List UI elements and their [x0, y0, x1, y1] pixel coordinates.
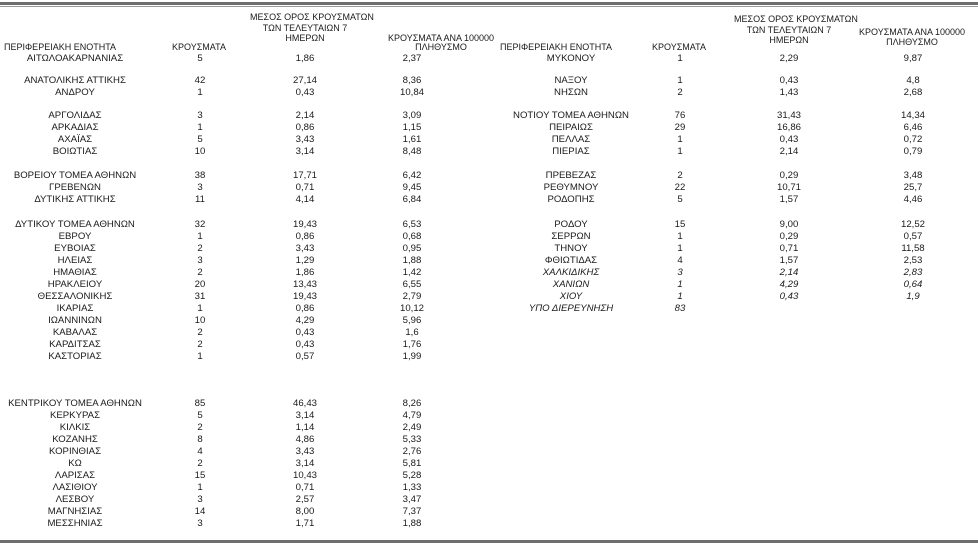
cases-value: 29 — [674, 122, 686, 133]
cases-value: 1 — [677, 75, 683, 86]
per100k-value: 14,34 — [900, 110, 925, 121]
avg7-value: 4,29 — [779, 279, 799, 290]
per100k-value: 6,84 — [402, 194, 422, 205]
per100k-value: 0,64 — [903, 279, 923, 290]
per100k-value: 10,12 — [399, 303, 424, 314]
cases-value: 2 — [197, 327, 203, 338]
per100k-value: 0,57 — [903, 231, 923, 242]
cases-value: 2 — [197, 243, 203, 254]
region-name: ΔΥΤΙΚΟΥ ΤΟΜΕΑ ΑΘΗΝΩΝ — [15, 219, 135, 230]
region-name: ΠΙΕΡΙΑΣ — [552, 146, 590, 157]
avg7-value: 0,71 — [779, 243, 799, 254]
cases-value: 2 — [197, 422, 203, 433]
avg7-value: 4,29 — [295, 315, 315, 326]
avg7-value: 13,43 — [292, 279, 317, 290]
cases-value: 32 — [194, 219, 206, 230]
per100k-value: 9,45 — [402, 182, 422, 193]
left-header-cases: ΚΡΟΥΣΜΑΤΑ — [172, 42, 226, 52]
per100k-value: 2,49 — [402, 422, 422, 433]
cases-value: 8 — [197, 434, 203, 445]
left-header-per100k-line1: ΚΡΟΥΣΜΑΤΑ ΑΝΑ 100000 — [388, 33, 494, 43]
per100k-value: 5,81 — [402, 458, 422, 469]
avg7-value: 1,57 — [779, 255, 799, 266]
cases-value: 31 — [194, 291, 206, 302]
per100k-value: 1,76 — [402, 339, 422, 350]
per100k-value: 2,83 — [903, 267, 923, 278]
region-name: ΑΧΑΪΑΣ — [57, 134, 93, 145]
avg7-value: 1,86 — [295, 267, 315, 278]
region-name: ΒΟΡΕΙΟΥ ΤΟΜΕΑ ΑΘΗΝΩΝ — [13, 170, 137, 181]
region-name: ΚΑΡΔΙΤΣΑΣ — [49, 339, 101, 350]
cases-value: 42 — [194, 75, 206, 86]
cases-value: 5 — [677, 194, 683, 205]
cases-value: 2 — [197, 339, 203, 350]
per100k-value: 12,52 — [900, 219, 925, 230]
avg7-value: 3,43 — [295, 134, 315, 145]
region-name: ΜΑΓΝΗΣΙΑΣ — [47, 506, 103, 517]
cases-value: 1 — [197, 482, 203, 493]
cases-value: 1 — [677, 291, 683, 302]
avg7-value: 2,29 — [779, 53, 799, 64]
per100k-value: 3,47 — [402, 494, 422, 505]
region-name: ΓΡΕΒΕΝΩΝ — [49, 182, 101, 193]
cases-value: 85 — [194, 398, 206, 409]
per100k-value: 0,72 — [903, 134, 923, 145]
cases-value: 10 — [194, 146, 206, 157]
cases-value: 3 — [197, 255, 203, 266]
per100k-value: 5,28 — [402, 470, 422, 481]
per100k-value: 0,79 — [903, 146, 923, 157]
region-name: ΡΟΔΟΠΗΣ — [547, 194, 595, 205]
avg7-value: 0,29 — [779, 170, 799, 181]
per100k-value: 5,33 — [402, 434, 422, 445]
per100k-value: 6,46 — [903, 122, 923, 133]
per100k-value: 2,68 — [903, 87, 923, 98]
left-header-avg7-line3: ΗΜΕΡΩΝ — [285, 33, 325, 43]
cases-value: 1 — [677, 146, 683, 157]
region-name: ΗΜΑΘΙΑΣ — [53, 267, 97, 278]
avg7-value: 19,43 — [292, 291, 317, 302]
region-name: ΘΕΣΣΑΛΟΝΙΚΗΣ — [37, 291, 113, 302]
per100k-value: 4,46 — [903, 194, 923, 205]
region-name: ΚΟΖΑΝΗΣ — [52, 434, 98, 445]
per100k-value: 2,79 — [402, 291, 422, 302]
avg7-value: 10,43 — [292, 470, 317, 481]
region-name: ΣΕΡΡΩΝ — [551, 231, 591, 242]
top-border — [0, 2, 978, 5]
region-name: ΚΑΣΤΟΡΙΑΣ — [48, 351, 102, 362]
avg7-value: 9,00 — [779, 219, 799, 230]
region-name: ΚΑΒΑΛΑΣ — [52, 327, 98, 338]
region-name: ΑΙΤΩΛΟΑΚΑΡΝΑΝΙΑΣ — [26, 53, 124, 64]
cases-value: 3 — [677, 267, 683, 278]
avg7-value: 2,57 — [295, 494, 315, 505]
avg7-value: 46,43 — [292, 398, 317, 409]
avg7-value: 1,57 — [779, 194, 799, 205]
per100k-value: 1,9 — [906, 291, 920, 302]
avg7-value: 3,14 — [295, 146, 315, 157]
avg7-value: 1,71 — [295, 518, 315, 529]
avg7-value: 3,43 — [295, 243, 315, 254]
cases-value: 1 — [197, 303, 203, 314]
avg7-value: 3,43 — [295, 446, 315, 457]
region-name: ΑΡΚΑΔΙΑΣ — [51, 122, 99, 133]
region-name: ΝΟΤΙΟΥ ΤΟΜΕΑ ΑΘΗΝΩΝ — [513, 110, 629, 121]
region-name: ΠΕΙΡΑΙΩΣ — [549, 122, 593, 133]
avg7-value: 0,71 — [295, 182, 315, 193]
avg7-value: 3,14 — [295, 410, 315, 421]
region-name: ΚΩ — [68, 458, 82, 469]
cases-value: 2 — [197, 458, 203, 469]
region-name: ΧΙΟΥ — [559, 291, 583, 302]
region-name: ΗΡΑΚΛΕΙΟΥ — [47, 279, 103, 290]
region-name: ΛΑΡΙΣΑΣ — [54, 470, 96, 481]
avg7-value: 0,43 — [779, 291, 799, 302]
per100k-value: 0,95 — [402, 243, 422, 254]
left-header-per100k-line2: ΠΛΗΘΥΣΜΟ — [415, 42, 467, 52]
avg7-value: 0,43 — [295, 327, 315, 338]
region-name: ΑΡΓΟΛΙΔΑΣ — [48, 110, 102, 121]
cases-value: 1 — [197, 87, 203, 98]
region-name: ΙΩΑΝΝΙΝΩΝ — [48, 315, 102, 326]
cases-value: 1 — [677, 279, 683, 290]
avg7-value: 0,86 — [295, 231, 315, 242]
per100k-value: 3,48 — [903, 170, 923, 181]
region-name: ΧΑΛΚΙΔΙΚΗΣ — [542, 267, 600, 278]
cases-value: 2 — [677, 87, 683, 98]
right-header-avg7-line1: ΜΕΣΟΣ ΟΡΟΣ ΚΡΟΥΣΜΑΤΩΝ — [734, 14, 858, 24]
cases-value: 2 — [197, 267, 203, 278]
cases-value: 1 — [197, 122, 203, 133]
cases-value: 2 — [677, 170, 683, 181]
region-name: ΚΙΛΚΙΣ — [59, 422, 91, 433]
avg7-value: 1,43 — [779, 87, 799, 98]
region-name: ΔΥΤΙΚΗΣ ΑΤΤΙΚΗΣ — [34, 194, 116, 205]
cases-value: 11 — [195, 194, 205, 205]
per100k-value: 9,87 — [903, 53, 923, 64]
region-name: ΤΗΝΟΥ — [554, 243, 588, 254]
per100k-value: 2,53 — [903, 255, 923, 266]
per100k-value: 8,26 — [402, 398, 422, 409]
per100k-value: 1,61 — [402, 134, 422, 145]
region-name: ΡΕΘΥΜΝΟΥ — [543, 182, 599, 193]
avg7-value: 0,43 — [779, 75, 799, 86]
top-border-thin — [0, 6, 978, 7]
per100k-value: 4,79 — [402, 410, 422, 421]
avg7-value: 31,43 — [776, 110, 801, 121]
cases-value: 20 — [194, 279, 206, 290]
cases-value: 5 — [197, 134, 203, 145]
right-header-avg7-line2: ΤΩΝ ΤΕΛΕΥΤΑΙΩΝ 7 — [746, 25, 832, 35]
avg7-value: 27,14 — [292, 75, 317, 86]
region-name: ΛΑΣΙΘΙΟΥ — [52, 482, 98, 493]
per100k-value: 5,96 — [402, 315, 422, 326]
avg7-value: 0,43 — [295, 87, 315, 98]
cases-value: 1 — [197, 351, 203, 362]
per100k-value: 8,48 — [402, 146, 422, 157]
avg7-value: 17,71 — [292, 170, 317, 181]
cases-value: 1 — [197, 231, 203, 242]
per100k-value: 1,42 — [402, 267, 422, 278]
cases-value: 14 — [194, 506, 206, 517]
region-name: ΗΛΕΙΑΣ — [57, 255, 93, 266]
avg7-value: 2,14 — [779, 267, 799, 278]
avg7-value: 1,14 — [295, 422, 315, 433]
cases-value: 1 — [677, 53, 683, 64]
cases-value: 5 — [197, 53, 203, 64]
per100k-value: 11,58 — [901, 243, 925, 254]
avg7-value: 0,86 — [295, 122, 315, 133]
cases-value: 15 — [194, 470, 206, 481]
avg7-value: 4,14 — [295, 194, 315, 205]
cases-value: 76 — [674, 110, 686, 121]
cases-value: 4 — [197, 446, 203, 457]
region-name: ΚΟΡΙΝΘΙΑΣ — [48, 446, 102, 457]
per100k-value: 6,55 — [402, 279, 422, 290]
region-name: ΝΗΣΩΝ — [554, 87, 588, 98]
region-name: ΜΥΚΟΝΟΥ — [546, 53, 596, 64]
cases-value: 1 — [677, 243, 683, 254]
region-name: ΙΚΑΡΙΑΣ — [56, 303, 94, 314]
cases-value: 1 — [677, 134, 683, 145]
avg7-value: 19,43 — [292, 219, 317, 230]
avg7-value: 10,71 — [776, 182, 801, 193]
avg7-value: 0,57 — [295, 351, 315, 362]
per100k-value: 1,33 — [402, 482, 422, 493]
per100k-value: 10,84 — [399, 87, 424, 98]
per100k-value: 8,36 — [402, 75, 422, 86]
region-name: ΧΑΝΙΩΝ — [552, 279, 590, 290]
avg7-value: 2,14 — [295, 110, 315, 121]
per100k-value: 7,37 — [402, 506, 422, 517]
per100k-value: 1,88 — [402, 518, 422, 529]
avg7-value: 0,43 — [779, 134, 799, 145]
left-header-avg7-line1: ΜΕΣΟΣ ΟΡΟΣ ΚΡΟΥΣΜΑΤΩΝ — [250, 12, 374, 22]
region-name: ΚΕΝΤΡΙΚΟΥ ΤΟΜΕΑ ΑΘΗΝΩΝ — [8, 398, 142, 409]
cases-value: 3 — [197, 182, 203, 193]
per100k-value: 0,68 — [402, 231, 422, 242]
region-name: ΚΕΡΚΥΡΑΣ — [49, 410, 100, 421]
avg7-value: 16,86 — [776, 122, 801, 133]
region-name: ΑΝΔΡΟΥ — [55, 87, 95, 98]
cases-value: 3 — [197, 494, 203, 505]
cases-value: 10 — [194, 315, 206, 326]
cases-value: 3 — [197, 110, 203, 121]
left-header-avg7-line2: ΤΩΝ ΤΕΛΕΥΤΑΙΩΝ 7 — [262, 23, 348, 33]
left-header-region: ΠΕΡΙΦΕΡΕΙΑΚΗ ΕΝΟΤΗΤΑ — [4, 42, 117, 52]
region-name: ΑΝΑΤΟΛΙΚΗΣ ΑΤΤΙΚΗΣ — [24, 75, 126, 86]
cases-value: 3 — [197, 518, 203, 529]
region-name: ΝΑΞΟΥ — [554, 75, 588, 86]
right-header-region: ΠΕΡΙΦΕΡΕΙΑΚΗ ΕΝΟΤΗΤΑ — [500, 42, 613, 52]
region-name: ΜΕΣΣΗΝΙΑΣ — [47, 518, 103, 529]
per100k-value: 6,53 — [402, 219, 422, 230]
region-name: ΠΕΛΛΑΣ — [551, 134, 591, 145]
right-header-avg7-line3: ΗΜΕΡΩΝ — [769, 35, 809, 45]
region-name: ΡΟΔΟΥ — [554, 219, 588, 230]
right-header-per100k-line2: ΠΛΗΘΥΣΜΟ — [886, 37, 938, 47]
region-name: ΦΘΙΩΤΙΔΑΣ — [544, 255, 598, 266]
per100k-value: 2,37 — [402, 53, 422, 64]
per100k-value: 3,09 — [402, 110, 422, 121]
region-name: ΕΥΒΟΙΑΣ — [54, 243, 96, 254]
avg7-value: 0,43 — [295, 339, 315, 350]
avg7-value: 1,86 — [295, 53, 315, 64]
per100k-value: 6,42 — [402, 170, 422, 181]
region-name: ΕΒΡΟΥ — [58, 231, 92, 242]
bottom-border — [0, 540, 978, 543]
avg7-value: 4,86 — [295, 434, 315, 445]
avg7-value: 2,14 — [779, 146, 799, 157]
avg7-value: 3,14 — [295, 458, 315, 469]
right-header-cases: ΚΡΟΥΣΜΑΤΑ — [652, 42, 706, 52]
right-header-per100k-line1: ΚΡΟΥΣΜΑΤΑ ΑΝΑ 100000 — [859, 27, 965, 37]
per100k-value: 4,8 — [906, 75, 920, 86]
per100k-value: 1,6 — [405, 327, 419, 338]
per100k-value: 2,76 — [402, 446, 422, 457]
cases-value: 38 — [194, 170, 206, 181]
avg7-value: 0,29 — [779, 231, 799, 242]
per100k-value: 1,15 — [402, 122, 422, 133]
per100k-value: 1,99 — [402, 351, 422, 362]
cases-value: 15 — [674, 219, 686, 230]
region-name: ΒΟΙΩΤΙΑΣ — [52, 146, 98, 157]
avg7-value: 0,71 — [295, 482, 315, 493]
cases-value: 4 — [677, 255, 683, 266]
cases-value: 5 — [197, 410, 203, 421]
per100k-value: 25,7 — [903, 182, 923, 193]
avg7-value: 0,86 — [295, 303, 315, 314]
avg7-value: 8,00 — [295, 506, 315, 517]
cases-value: 22 — [674, 182, 686, 193]
per100k-value: 1,88 — [402, 255, 422, 266]
region-name: ΠΡΕΒΕΖΑΣ — [545, 170, 597, 181]
cases-value: 1 — [677, 231, 683, 242]
region-name: ΥΠΟ ΔΙΕΡΕΥΝΗΣΗ — [528, 303, 614, 314]
cases-value: 83 — [674, 303, 686, 314]
avg7-value: 1,29 — [295, 255, 315, 266]
region-name: ΛΕΣΒΟΥ — [55, 494, 95, 505]
